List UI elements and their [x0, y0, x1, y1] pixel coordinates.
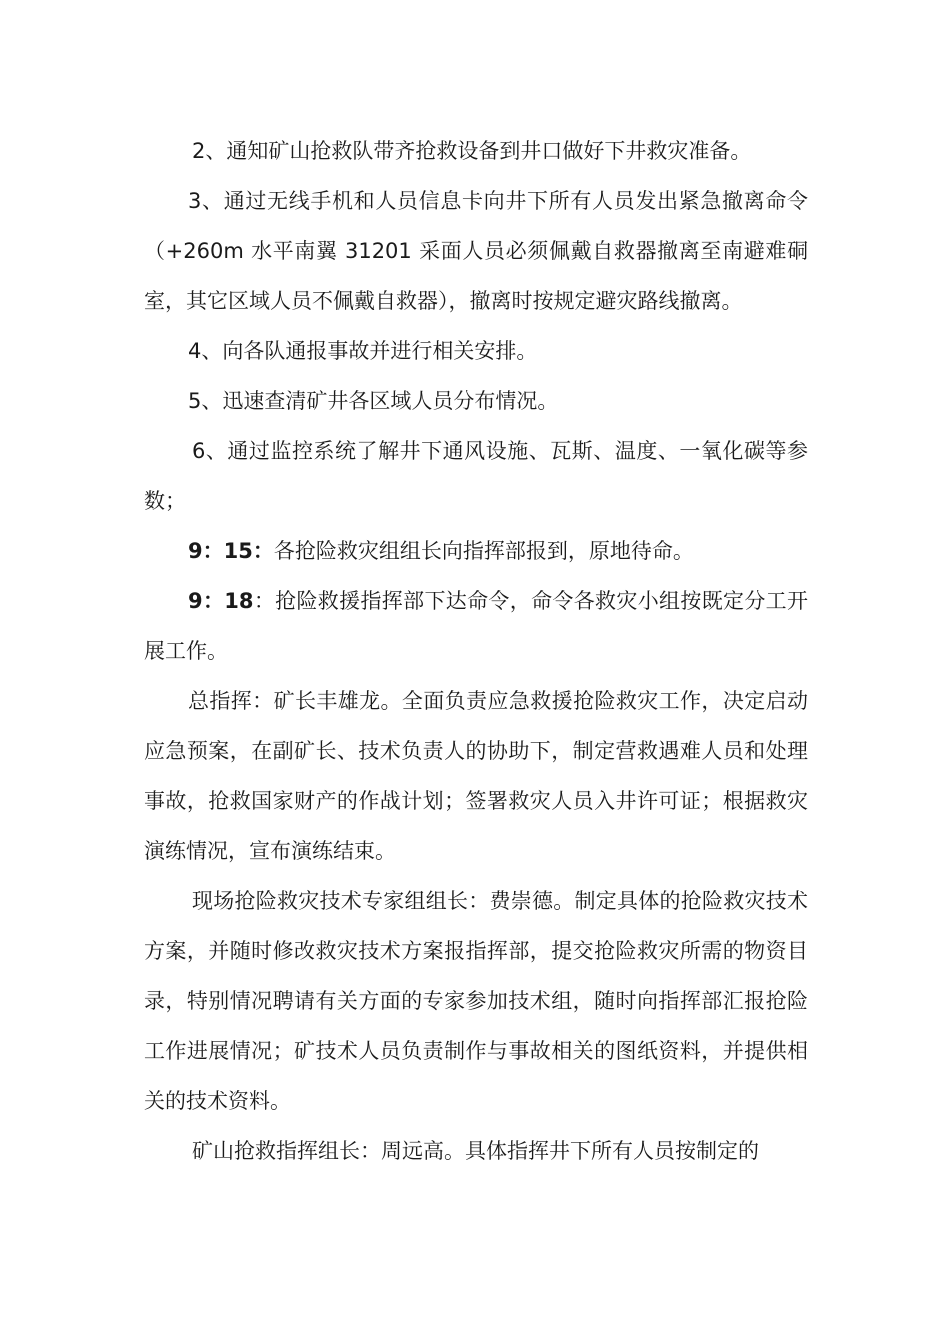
document-body — [144, 126, 808, 1176]
paragraph-text: 4、向各队通报事故并进行相关安排。 — [188, 339, 538, 363]
paragraph-text: 2、通知矿山抢救队带齐抢救设备到井口做好下井救灾准备。 — [192, 139, 752, 163]
paragraph-text: 各抢险救灾组组长向指挥部报到，原地待命。 — [273, 539, 694, 563]
paragraph-text: 3、通过无线手机和人员信息卡向井下所有人员发出紧急撤离命令（+260m 水平南翼 31201 采面人员必须佩戴自救器撤离至南避难硐室，其它区域人员不佩戴自救器），撤离时按规定避灾路线撤离。 — [144, 189, 808, 313]
time-label: 9：18 — [188, 589, 254, 613]
paragraph-evacuation-order — [144, 176, 808, 326]
paragraph-monitoring-system — [144, 426, 808, 526]
paragraph-notify-teams — [144, 326, 808, 376]
paragraph-text: 6、通过监控系统了解井下通风设施、瓦斯、温度、一氧化碳等参数； — [144, 439, 808, 513]
paragraph-text: 矿山抢救指挥组长：周远高。具体指挥井下所有人员按制定的 — [192, 1139, 759, 1163]
paragraph-personnel-distribution — [144, 376, 808, 426]
paragraph-commander-in-chief — [144, 676, 808, 876]
paragraph-text: 总指挥：矿长丰雄龙。全面负责应急救援抢险救灾工作，决定启动应急预案，在副矿长、技术负责人的协助下，制定营救遇难人员和处理事故，抢救国家财产的作战计划；签署救灾人员入井许可证；根据救灾演练情况，宣布演练结束。 — [144, 689, 808, 863]
paragraph-rescue-command — [144, 1126, 808, 1176]
paragraph-0918-command — [144, 576, 808, 676]
time-label: 9：15： — [188, 539, 274, 563]
paragraph-expert-group — [144, 876, 808, 1126]
paragraph-notify-rescue-team — [144, 126, 808, 176]
paragraph-text: ：抢险救援指挥部下达命令，命令各救灾小组按既定分工开展工作。 — [144, 589, 808, 663]
paragraph-text: 现场抢险救灾技术专家组组长：费崇德。制定具体的抢险救灾技术方案，并随时修改救灾技术方案报指挥部，提交抢险救灾所需的物资目录，特别情况聘请有关方面的专家参加技术组，随时向指挥部汇报抢险工作进展情况；矿技术人员负责制作与事故相关的图纸资料，并提供相关的技术资料。 — [144, 889, 808, 1113]
paragraph-0915-report — [144, 526, 808, 576]
paragraph-text: 5、迅速查清矿井各区域人员分布情况。 — [188, 389, 559, 413]
